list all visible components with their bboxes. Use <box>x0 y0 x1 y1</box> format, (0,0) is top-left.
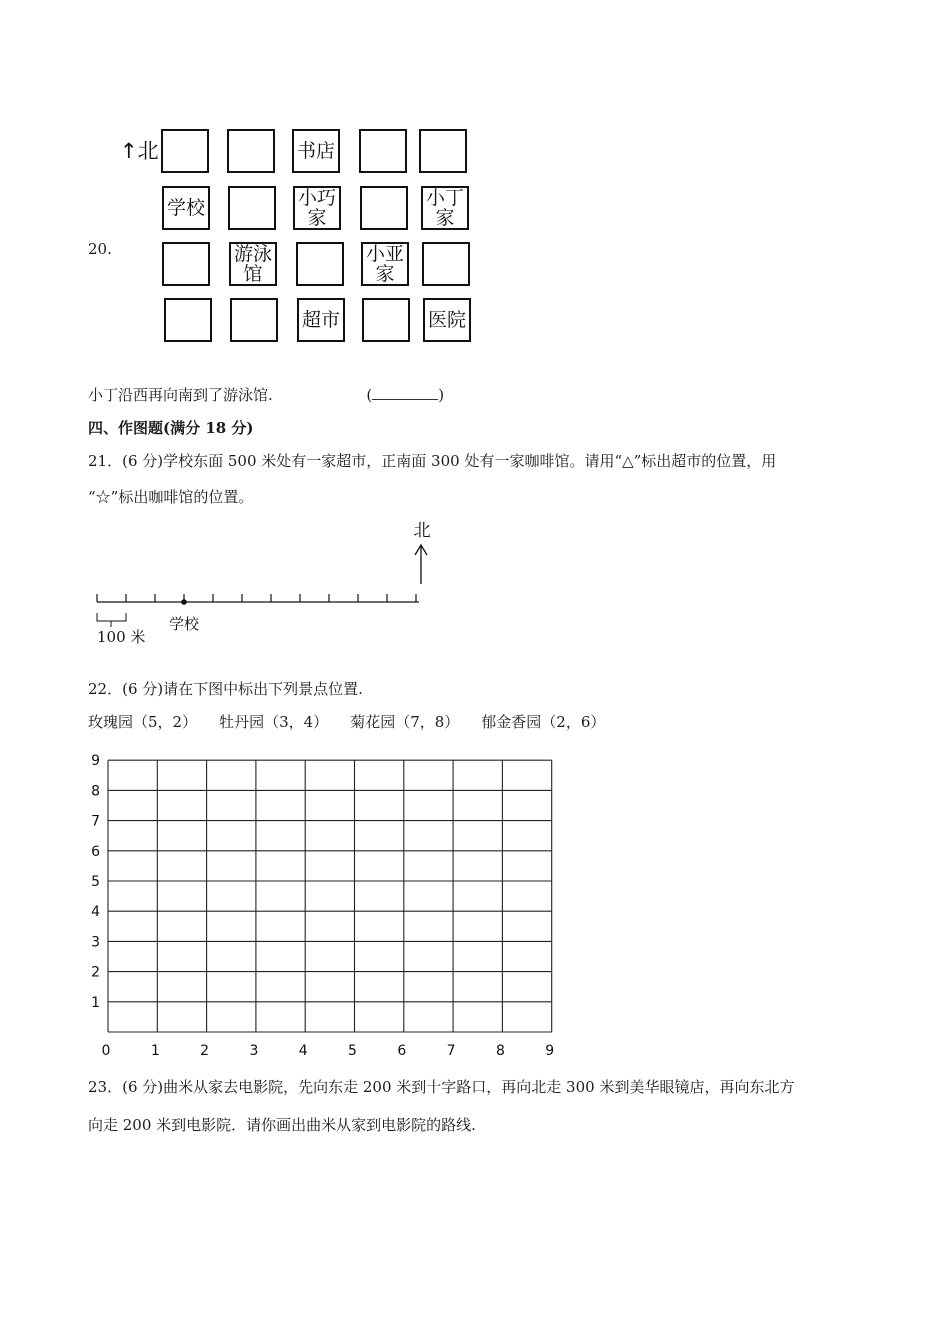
question-20-number: 20. <box>88 240 112 258</box>
answer-blank[interactable]: ( ) <box>366 386 445 404</box>
y-tick-label: 3 <box>91 934 100 951</box>
y-tick-label: 5 <box>91 874 100 890</box>
grid-cell-empty <box>419 129 467 173</box>
grid-cell-labeled: 游泳 馆 <box>229 242 277 286</box>
school-label: 学校 <box>168 615 200 633</box>
diagram-north-label: 北 <box>413 521 431 541</box>
x-tick-label: 6 <box>397 1043 407 1059</box>
y-tick-label: 6 <box>91 843 100 860</box>
x-tick-label: 2 <box>200 1043 210 1059</box>
grid-cell-empty <box>164 298 212 342</box>
y-tick-label: 7 <box>91 813 100 830</box>
question-20-statement <box>88 385 444 405</box>
grid-cell-empty <box>227 129 275 173</box>
grid-cell-empty <box>228 186 276 230</box>
x-tick-label: 0 <box>101 1043 111 1059</box>
north-label: 北 <box>137 139 159 163</box>
x-tick-label: 5 <box>348 1043 357 1059</box>
north-arrow-icon: ↑ <box>120 139 138 163</box>
north-arrow-icon <box>415 545 427 584</box>
grid-cell-labeled: 小丁 家 <box>421 186 469 230</box>
grid-cell-empty <box>360 186 408 230</box>
scale-line-diagram <box>85 512 445 652</box>
coordinate-grid <box>85 748 565 1063</box>
question-21-line1: 21．(6 分)学校东面 500 米处有一家超市，正南面 300 处有一家咖啡馆。请用“△”标出超市的位置，用 <box>88 452 777 470</box>
grid-cell-empty <box>296 242 344 286</box>
scale-bracket <box>97 613 126 627</box>
grid-cell-labeled: 超市 <box>297 298 345 342</box>
y-tick-label: 4 <box>91 904 100 921</box>
section-heading: 四、作图题(满分 18 分) <box>88 419 254 437</box>
point-peony-garden: 牡丹园（3，4） <box>219 713 329 731</box>
question-23-line1: 23．(6 分)曲米从家去电影院，先向东走 200 米到十字路口，再向北走 300 米到美华眼镜店，再向东北方 <box>88 1078 795 1096</box>
statement-text: 小丁沿西再向南到了游泳馆. <box>88 386 273 404</box>
grid-cell-labeled: 医院 <box>423 298 471 342</box>
grid-cell-labeled: 小巧 家 <box>293 186 341 230</box>
grid-cell-empty <box>359 129 407 173</box>
grid-cell-empty <box>162 242 210 286</box>
question-22-points <box>88 712 605 732</box>
grid-cell-empty <box>161 129 209 173</box>
y-tick-label: 2 <box>91 964 100 981</box>
scale-label: 100 米 <box>97 628 146 646</box>
y-tick-label: 8 <box>91 783 100 800</box>
x-tick-label: 7 <box>446 1043 456 1059</box>
point-chrysanthemum-garden: 菊花园（7，8） <box>350 713 460 731</box>
question-22-line1: 22．(6 分)请在下图中标出下列景点位置. <box>88 680 363 698</box>
x-tick-label: 8 <box>495 1043 505 1059</box>
grid-cell-empty <box>422 242 470 286</box>
grid-cell-empty <box>362 298 410 342</box>
x-tick-label: 3 <box>249 1043 259 1059</box>
point-rose-garden: 玫瑰园（5，2） <box>88 713 198 731</box>
question-21-line2: “☆”标出咖啡馆的位置。 <box>88 488 254 506</box>
grid-cell-labeled: 学校 <box>162 186 210 230</box>
y-tick-label: 9 <box>91 753 100 770</box>
grid-cell-labeled: 书店 <box>292 129 340 173</box>
x-tick-label: 1 <box>150 1043 160 1059</box>
grid-cell-labeled: 小亚 家 <box>361 242 409 286</box>
x-tick-label: 9 <box>545 1043 555 1059</box>
question-23-line2: 向走 200 米到电影院．请你画出曲米从家到电影院的路线. <box>88 1116 476 1134</box>
x-tick-label: 4 <box>298 1043 308 1059</box>
scale-axis <box>97 594 419 602</box>
grid-cell-empty <box>230 298 278 342</box>
school-point <box>181 599 187 605</box>
y-tick-label: 1 <box>91 994 100 1011</box>
north-indicator <box>120 138 159 164</box>
point-tulip-garden: 郁金香园（2，6） <box>481 713 606 731</box>
